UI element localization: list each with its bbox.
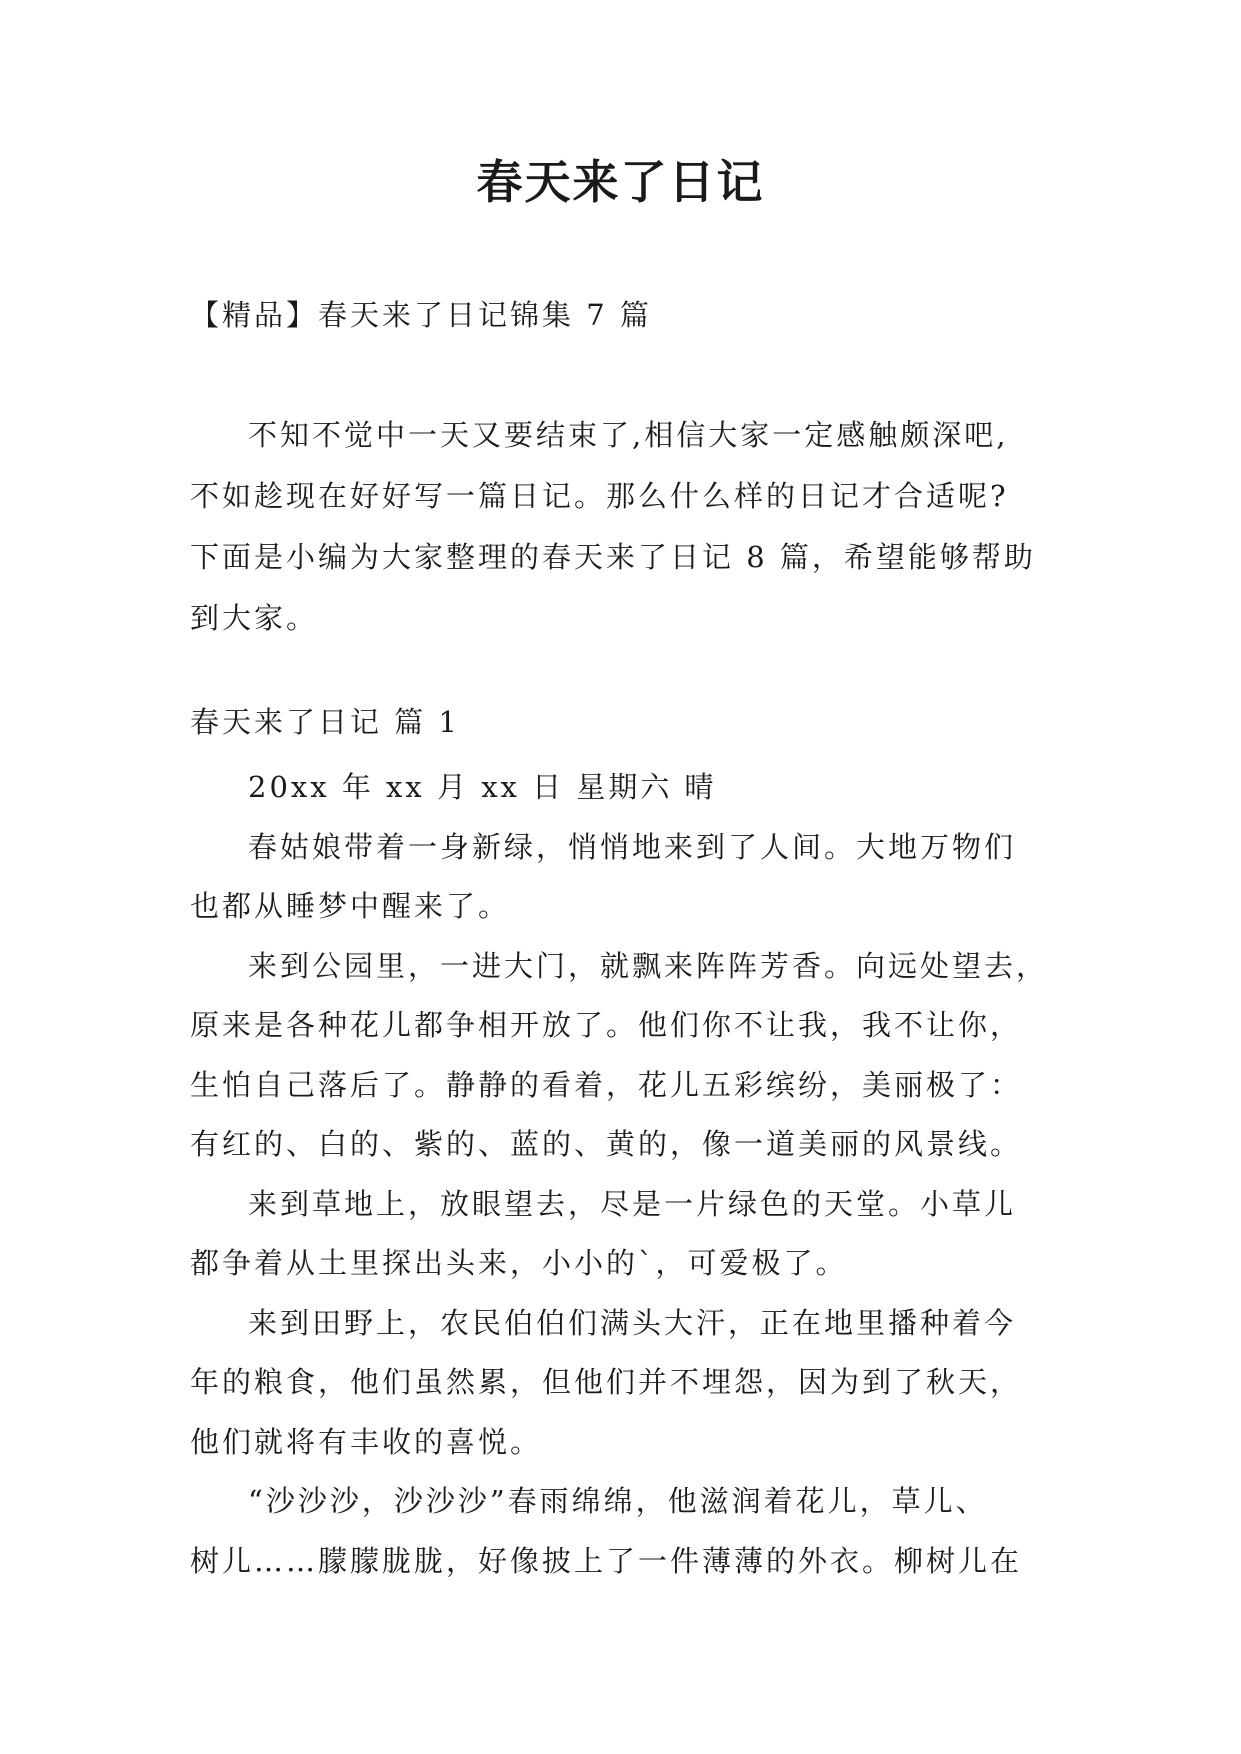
paragraph-line: 也都从睡梦中醒来了。 xyxy=(190,889,511,923)
diary-entry xyxy=(190,758,1065,1591)
paragraph-line: 来到草地上，放眼望去，尽是一片绿色的天堂。小草儿 xyxy=(248,1186,1017,1221)
paragraph-line: 年的粮食，他们虽然累，但他们并不埋怨，因为到了秋天， xyxy=(190,1365,1023,1399)
date-line: 20xx 年 xx 月 xx 日 星期六 晴 xyxy=(248,770,717,804)
paragraph-line: 原来是各种花儿都争相开放了。他们你不让我，我不让你， xyxy=(190,1008,1023,1042)
intro-paragraph xyxy=(190,405,1065,649)
document-title: 春天来了日记 xyxy=(476,155,765,209)
intro-line: 不如趁现在好好写一篇日记。那么什么样的日记才合适呢? xyxy=(190,479,1009,513)
intro-line: 到大家。 xyxy=(190,601,319,635)
paragraph-line: 来到公园里，一进大门，就飘来阵阵芳香。向远处望去， xyxy=(248,948,1049,983)
paragraph-line: 来到田野上，农民伯伯们满头大汗，正在地里播种着今 xyxy=(248,1305,1017,1340)
paragraph-line: 树儿……朦朦胧胧，好像披上了一件薄薄的外衣。柳树儿在 xyxy=(190,1543,1023,1578)
paragraph-line: 春姑娘带着一身新绿，悄悄地来到了人间。大地万物们 xyxy=(248,829,1017,864)
document-subtitle: 【精品】春天来了日记锦集 7 篇 xyxy=(190,298,652,332)
paragraph-line: 都争着从土里探出头来，小小的`，可爱极了。 xyxy=(190,1246,848,1280)
intro-line: 下面是小编为大家整理的春天来了日记 8 篇，希望能够帮助 xyxy=(190,540,1036,574)
paragraph-line: “沙沙沙，沙沙沙”春雨绵绵，他滋润着花儿，草儿、 xyxy=(248,1484,988,1518)
intro-line: 不知不觉中一天又要结束了,相信大家一定感触颇深吧, xyxy=(248,418,1009,452)
paragraph-line: 他们就将有丰收的喜悦。 xyxy=(190,1424,543,1459)
paragraph-line: 有红的、白的、紫的、蓝的、黄的，像一道美丽的风景线。 xyxy=(190,1127,1023,1161)
paragraph-line: 生怕自己落后了。静静的看着，花儿五彩缤纷，美丽极了： xyxy=(190,1067,1023,1102)
section-heading: 春天来了日记 篇 1 xyxy=(190,705,460,739)
